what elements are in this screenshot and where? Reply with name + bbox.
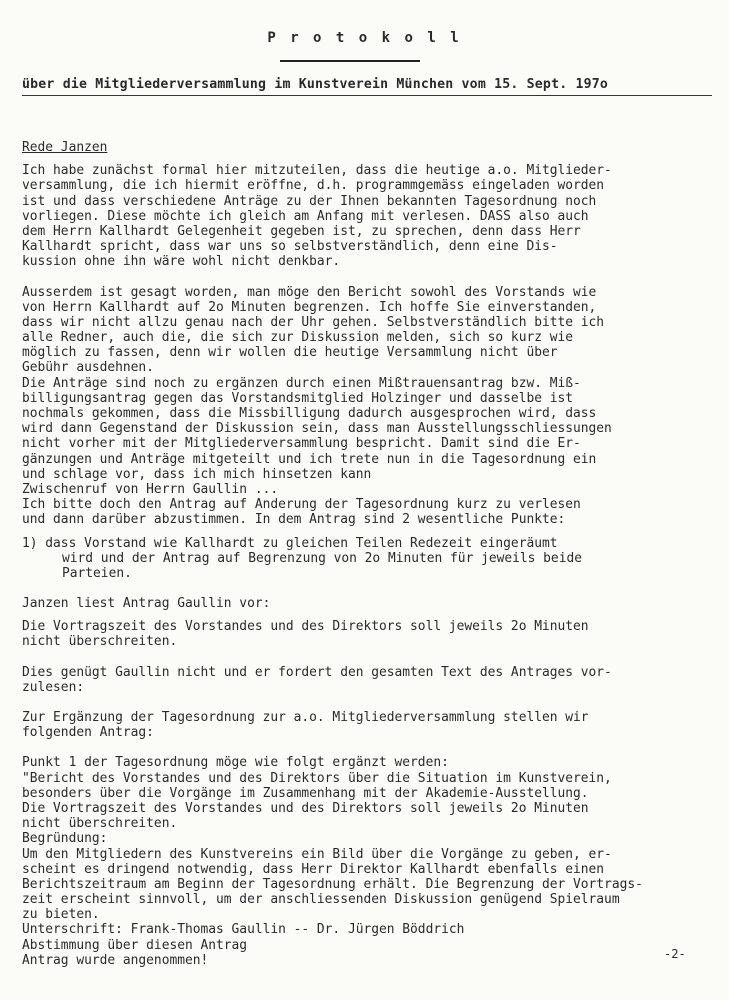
text-line: möglich zu fassen, denn wir wollen die heutige Versammlung nicht über	[22, 345, 558, 361]
text-line: Um den Mitgliedern des Kunstvereins ein Bild über die Vorgänge zu geben, er-	[22, 846, 612, 862]
document-title: P r o t o k o l l	[267, 30, 462, 46]
text-line: alle Redner, auch die, die sich zur Diskussion melden, sich so kurz wie	[22, 330, 574, 346]
text-line: Ausserdem ist gesagt worden, man möge den Bericht sowohl des Vorstands wie	[22, 284, 597, 300]
text-line: zulesen:	[22, 679, 85, 695]
point-1	[22, 536, 722, 582]
text-line: nochmals gekommen, dass die Missbilligung dadurch ausgesprochen wird, dass	[22, 406, 597, 421]
text-line: und dann darüber abzustimmen. In dem Antrag sind 2 wesentliche Punkte:	[22, 512, 566, 528]
text-line: Die Vortragszeit des Vorstandes und des Direktors soll jeweils 2o Minuten	[22, 619, 589, 635]
text-line: zu bieten.	[22, 907, 100, 923]
paragraph-vortrag	[22, 619, 722, 649]
text-line: Zur Ergänzung der Tagesordnung zur a.o. Mitgliederversammlung stellen wir	[22, 710, 589, 725]
text-line: von Herrn Kallhardt auf 2o Minuten begrenzen. Ich hoffe Sie einverstanden,	[22, 299, 597, 315]
text-line: nicht überschreiten.	[22, 634, 178, 650]
text-line: Abstimmung über diesen Antrag	[22, 937, 248, 953]
paragraph-2	[22, 285, 722, 528]
text-line: folgenden Antrag:	[22, 725, 154, 741]
paragraph-genuegt	[22, 665, 722, 695]
signature-line: Unterschrift: Frank-Thomas Gaullin -- Dr. Jürgen Böddrich	[22, 922, 465, 938]
section-heading: Rede Janzen	[22, 140, 108, 155]
text-line: billigungsantrag gegen das Vorstandsmitglied Holzinger und dasselbe ist	[22, 390, 574, 406]
text-line: Ich bitte doch den Antrag auf Änderung der Tagesordnung kurz zu verlesen	[22, 497, 581, 513]
document-body	[22, 140, 722, 968]
text-line: Ich habe zunächst formal hier mitzuteilen, dass die heutige a.o. Mitglieder-	[22, 163, 612, 179]
text-line: Antrag wurde angenommen!	[22, 952, 209, 968]
text-line: 1) dass Vorstand wie Kallhardt zu gleichen Teilen Redezeit eingeräumt	[22, 535, 558, 551]
text-line: wird dann Gegenstand der Diskussion sein, dass man Ausstellungsschliessungen	[22, 421, 612, 437]
page-number: -2-	[664, 947, 686, 961]
text-line: Begründung:	[22, 831, 108, 847]
title-underline	[280, 60, 420, 62]
text-line: vorliegen. Diese möchte ich gleich am Anfang mit verlesen. DASS also auch	[22, 208, 589, 224]
text-line: versammlung, die ich hiermit eröffne, d.h. programmgemäss eingeladen worden	[22, 178, 605, 194]
text-line: scheint es dringend notwendig, dass Herr Direktor Kallhardt ebenfalls einen	[22, 861, 605, 877]
text-line: dass wir nicht allzu genau nach der Uhr gehen. Selbstverständlich bitte ich	[22, 314, 605, 330]
text-line: "Bericht des Vorstandes und des Direktors über die Situation im Kunstverein,	[22, 770, 612, 786]
text-line: und schlage vor, dass ich mich hinsetzen kann	[22, 466, 372, 482]
text-line: dem Herrn Kallhardt Gelegenheit gegeben ist, zu sprechen, denn dass Herr	[22, 223, 581, 239]
document-subtitle: über die Mitgliederversammlung im Kunstverein München vom 15. Sept. 197o	[22, 77, 712, 96]
text-line: Zwischenruf von Herrn Gaullin ...	[22, 481, 279, 497]
text-line: nicht vorher mit der Mitgliederversammlung bespricht. Damit sind die Er-	[22, 436, 581, 452]
text-line: Dies genügt Gaullin nicht und er fordert den gesamten Text des Antrages vor-	[22, 664, 612, 680]
paragraph-punkt	[22, 755, 722, 968]
text-line: Gebühr ausdehnen.	[22, 360, 154, 376]
paragraph-ergaenzung	[22, 710, 722, 740]
text-line: nicht überschreiten.	[22, 816, 178, 832]
text-line: wird und der Antrag auf Begrenzung von 2o Minuten für jeweils beide	[62, 550, 582, 566]
text-line: ist und dass verschiedene Anträge zu der Ihnen bekannten Tagesordnung noch	[22, 193, 597, 209]
text-line: kussion ohne ihn wäre wohl nicht denkbar.	[22, 254, 341, 270]
text-line: Parteien.	[62, 565, 132, 581]
text-line: Kallhardt spricht, dass war uns so selbstverständlich, denn eine Dis-	[22, 239, 558, 255]
text-line: Punkt 1 der Tagesordnung möge wie folgt ergänzt werden:	[22, 755, 449, 771]
text-line: Berichtszeitraum am Beginn der Tagesordnung erhält. Die Begrenzung der Vortrags-	[22, 876, 643, 892]
text-line: zeit erscheint sinnvoll, um der anschliessenden Diskussion genügend Spielraum	[22, 892, 620, 908]
text-line: Die Vortragszeit des Vorstandes und des Direktors soll jeweils 2o Minuten	[22, 800, 589, 816]
text-line: gänzungen und Anträge mitgeteilt und ich trete nun in die Tagesordnung ein	[22, 451, 597, 467]
text-line: besonders über die Vorgänge im Zusammenhang mit der Akademie-Ausstellung.	[22, 785, 589, 801]
text-line: Die Anträge sind noch zu ergänzen durch einen Mißtrauensantrag bzw. Miß-	[22, 375, 581, 391]
janzen-reads-line: Janzen liest Antrag Gaullin vor:	[22, 596, 271, 612]
paragraph-1	[22, 163, 722, 269]
